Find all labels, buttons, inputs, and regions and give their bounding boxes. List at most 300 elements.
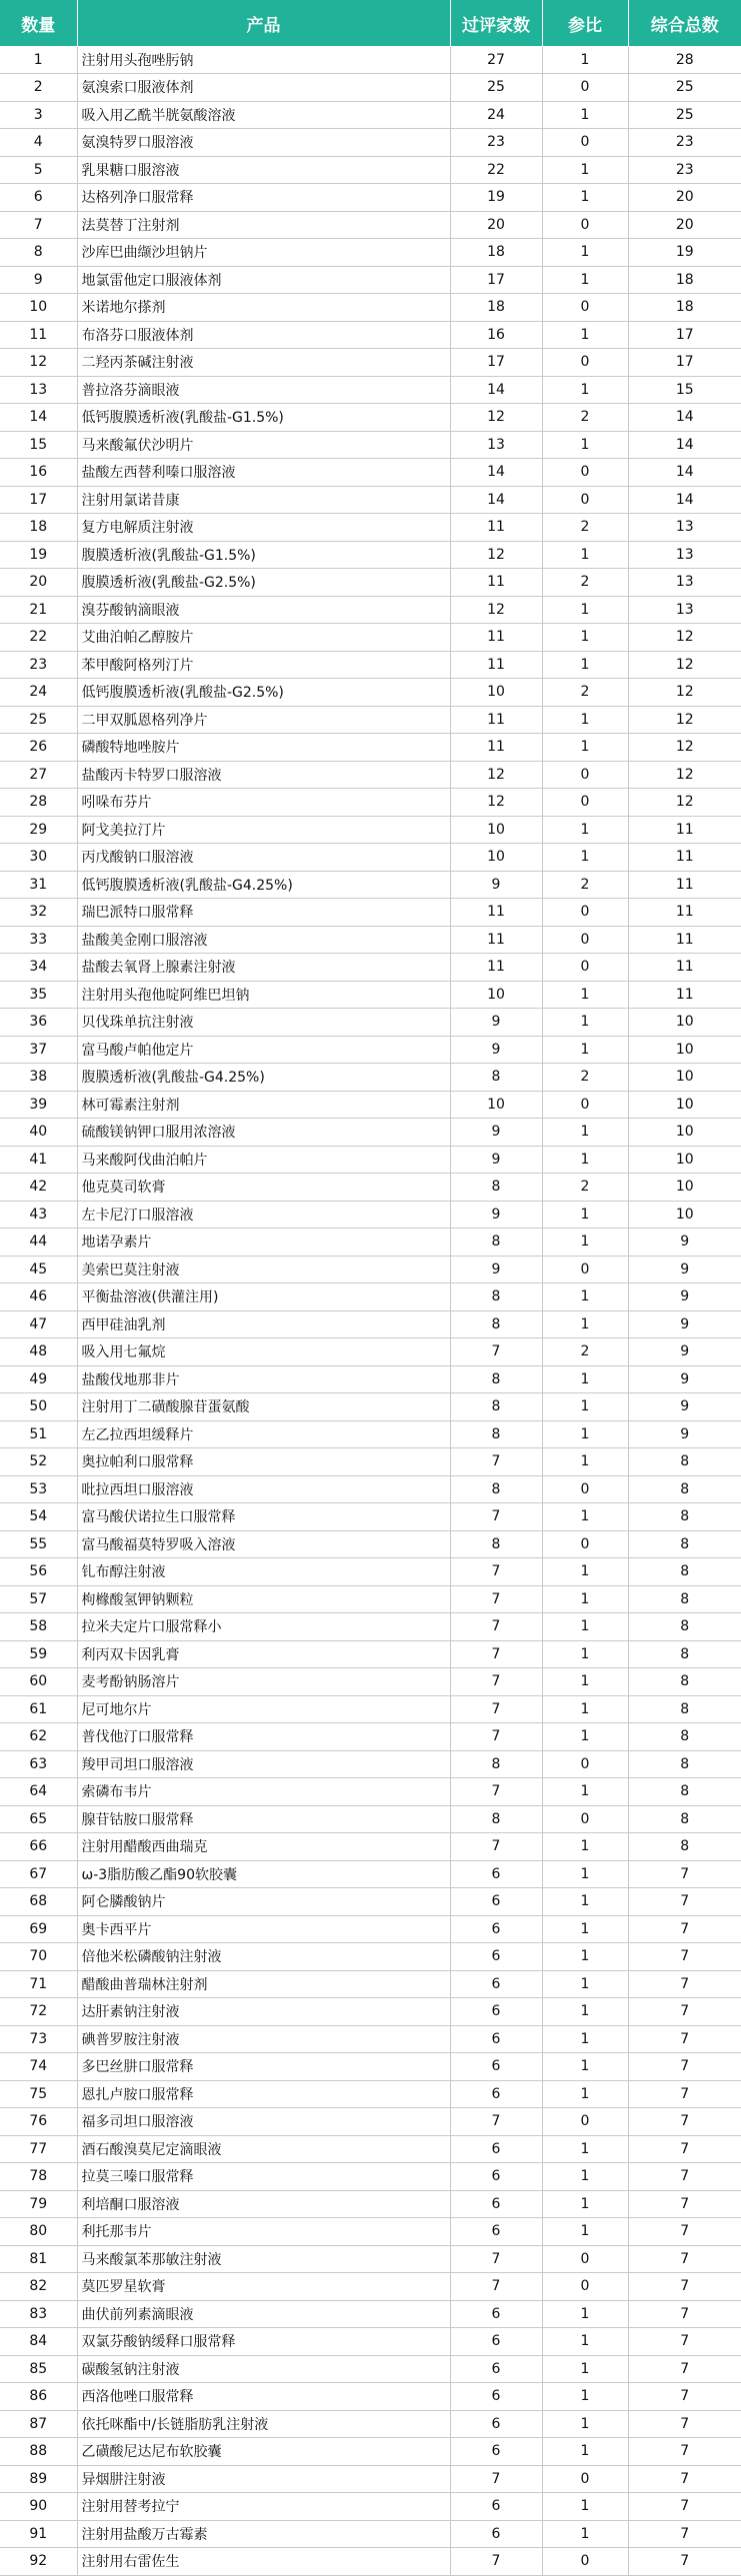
approved-count: 22 [450, 156, 542, 184]
product-name: 地氯雷他定口服液体剂 [77, 266, 450, 294]
total-count: 13 [628, 541, 741, 569]
approved-count: 11 [450, 569, 542, 597]
row-number: 57 [0, 1585, 77, 1613]
total-count: 10 [628, 1146, 741, 1174]
table-row [0, 211, 741, 239]
total-count: 8 [628, 1778, 741, 1806]
row-number: 66 [0, 1833, 77, 1861]
table-row [0, 486, 741, 514]
approved-count: 9 [450, 1009, 542, 1037]
table-row [0, 2135, 741, 2163]
row-number: 4 [0, 129, 77, 157]
table-row [0, 1640, 741, 1668]
total-count: 7 [628, 1860, 741, 1888]
approved-count: 7 [450, 1558, 542, 1586]
row-number: 22 [0, 624, 77, 652]
approved-count: 11 [450, 514, 542, 542]
product-name: 低钙腹膜透析液(乳酸盐-G4.25%) [77, 871, 450, 899]
approved-count: 6 [450, 1998, 542, 2026]
table-row [0, 1778, 741, 1806]
row-number: 6 [0, 184, 77, 212]
row-number: 17 [0, 486, 77, 514]
header-product: 产品 [77, 0, 450, 46]
total-count: 7 [628, 2218, 741, 2246]
product-name: 异烟肼注射液 [77, 2465, 450, 2493]
reference-count: 1 [542, 1119, 628, 1147]
row-number: 83 [0, 2300, 77, 2328]
product-name: 腹膜透析液(乳酸盐-G1.5%) [77, 541, 450, 569]
product-name: 盐酸左西替利嗪口服溶液 [77, 459, 450, 487]
approved-count: 6 [450, 2218, 542, 2246]
row-number: 47 [0, 1310, 77, 1338]
reference-count: 1 [542, 2438, 628, 2466]
approved-count: 11 [450, 899, 542, 927]
row-number: 62 [0, 1723, 77, 1751]
table-row [0, 321, 741, 349]
product-name: 恩扎卢胺口服常释 [77, 2080, 450, 2108]
product-name: 富马酸福莫特罗吸入溶液 [77, 1530, 450, 1558]
total-count: 9 [628, 1256, 741, 1284]
table-row [0, 596, 741, 624]
approved-count: 7 [450, 2108, 542, 2136]
total-count: 9 [628, 1365, 741, 1393]
product-name: 左乙拉西坦缓释片 [77, 1420, 450, 1448]
approved-count: 9 [450, 1036, 542, 1064]
product-name: 阿仑膦酸钠片 [77, 1888, 450, 1916]
approved-count: 6 [450, 2053, 542, 2081]
reference-count: 1 [542, 2053, 628, 2081]
reference-count: 0 [542, 459, 628, 487]
product-name: 盐酸美金刚口服溶液 [77, 926, 450, 954]
table-row [0, 2520, 741, 2548]
product-name: 艾曲泊帕乙醇胺片 [77, 624, 450, 652]
row-number: 78 [0, 2163, 77, 2191]
reference-count: 1 [542, 541, 628, 569]
product-name: 贝伐珠单抗注射液 [77, 1009, 450, 1037]
row-number: 81 [0, 2245, 77, 2273]
reference-count: 1 [542, 624, 628, 652]
product-name: 二羟丙茶碱注射液 [77, 349, 450, 377]
reference-count: 1 [542, 2520, 628, 2548]
table-row [0, 1146, 741, 1174]
table-row [0, 184, 741, 212]
row-number: 69 [0, 1915, 77, 1943]
table-row [0, 926, 741, 954]
reference-count: 0 [542, 129, 628, 157]
total-count: 10 [628, 1064, 741, 1092]
total-count: 28 [628, 46, 741, 74]
reference-count: 1 [542, 239, 628, 267]
table-row [0, 1174, 741, 1202]
total-count: 7 [628, 2438, 741, 2466]
product-name: 布洛芬口服液体剂 [77, 321, 450, 349]
total-count: 10 [628, 1174, 741, 1202]
total-count: 11 [628, 926, 741, 954]
approved-count: 27 [450, 46, 542, 74]
product-name: 富马酸伏诺拉生口服常释 [77, 1503, 450, 1531]
row-number: 27 [0, 761, 77, 789]
reference-count: 0 [542, 1091, 628, 1119]
row-number: 28 [0, 789, 77, 817]
reference-count: 1 [542, 1833, 628, 1861]
product-name: 腺苷钴胺口服常释 [77, 1805, 450, 1833]
reference-count: 0 [542, 74, 628, 102]
table-row [0, 74, 741, 102]
product-name: 他克莫司软膏 [77, 1174, 450, 1202]
total-count: 7 [628, 2080, 741, 2108]
reference-count: 2 [542, 404, 628, 432]
table-row [0, 431, 741, 459]
row-number: 89 [0, 2465, 77, 2493]
approved-count: 6 [450, 2025, 542, 2053]
product-name: 拉米夫定片口服常释小 [77, 1613, 450, 1641]
product-name: 盐酸去氧肾上腺素注射液 [77, 954, 450, 982]
row-number: 19 [0, 541, 77, 569]
table-row [0, 239, 741, 267]
table-header-row [0, 0, 741, 46]
reference-count: 1 [542, 1860, 628, 1888]
reference-count: 1 [542, 2135, 628, 2163]
table-row [0, 1833, 741, 1861]
total-count: 18 [628, 294, 741, 322]
reference-count: 1 [542, 1229, 628, 1257]
reference-count: 2 [542, 1338, 628, 1366]
table-row [0, 871, 741, 899]
product-name: 注射用右雷佐生 [77, 2548, 450, 2576]
product-name: 达格列净口服常释 [77, 184, 450, 212]
product-name: 索磷布韦片 [77, 1778, 450, 1806]
product-name: 磷酸特地唑胺片 [77, 734, 450, 762]
reference-count: 1 [542, 1448, 628, 1476]
approved-count: 14 [450, 486, 542, 514]
header-count: 数量 [0, 0, 77, 46]
table-row [0, 404, 741, 432]
row-number: 48 [0, 1338, 77, 1366]
approved-count: 7 [450, 1613, 542, 1641]
total-count: 8 [628, 1503, 741, 1531]
product-name: 注射用替考拉宁 [77, 2493, 450, 2521]
table-row [0, 1201, 741, 1229]
total-count: 8 [628, 1448, 741, 1476]
reference-count: 0 [542, 2548, 628, 2576]
row-number: 56 [0, 1558, 77, 1586]
row-number: 52 [0, 1448, 77, 1476]
total-count: 12 [628, 624, 741, 652]
table-row [0, 2328, 741, 2356]
table-row [0, 541, 741, 569]
product-name: 复方电解质注射液 [77, 514, 450, 542]
table-row [0, 376, 741, 404]
approved-count: 6 [450, 2383, 542, 2411]
approved-count: 11 [450, 706, 542, 734]
reference-count: 1 [542, 706, 628, 734]
product-name: 美索巴莫注射液 [77, 1256, 450, 1284]
total-count: 8 [628, 1585, 741, 1613]
approved-count: 8 [450, 1174, 542, 1202]
reference-count: 1 [542, 376, 628, 404]
table-row [0, 1338, 741, 1366]
approved-count: 16 [450, 321, 542, 349]
reference-count: 1 [542, 2383, 628, 2411]
reference-count: 0 [542, 211, 628, 239]
table-row [0, 651, 741, 679]
reference-count: 2 [542, 1174, 628, 1202]
row-number: 50 [0, 1393, 77, 1421]
approved-count: 13 [450, 431, 542, 459]
total-count: 8 [628, 1530, 741, 1558]
approved-count: 6 [450, 1888, 542, 1916]
product-name: 依托咪酯中/长链脂肪乳注射液 [77, 2410, 450, 2438]
approved-count: 10 [450, 844, 542, 872]
row-number: 45 [0, 1256, 77, 1284]
table-row [0, 1256, 741, 1284]
table-row [0, 266, 741, 294]
row-number: 64 [0, 1778, 77, 1806]
table-row [0, 1695, 741, 1723]
product-name: 奥卡西平片 [77, 1915, 450, 1943]
reference-count: 0 [542, 2465, 628, 2493]
approved-count: 6 [450, 2300, 542, 2328]
total-count: 7 [628, 2025, 741, 2053]
total-count: 11 [628, 981, 741, 1009]
approved-count: 12 [450, 761, 542, 789]
approved-count: 6 [450, 2328, 542, 2356]
approved-count: 6 [450, 1970, 542, 1998]
approved-count: 7 [450, 1695, 542, 1723]
product-name: ω-3脂肪酸乙酯90软胶囊 [77, 1860, 450, 1888]
total-count: 8 [628, 1833, 741, 1861]
approved-count: 7 [450, 1585, 542, 1613]
reference-count: 1 [542, 651, 628, 679]
reference-count: 1 [542, 1998, 628, 2026]
table-row [0, 2108, 741, 2136]
total-count: 7 [628, 2355, 741, 2383]
total-count: 13 [628, 514, 741, 542]
reference-count: 1 [542, 431, 628, 459]
approved-count: 9 [450, 1256, 542, 1284]
row-number: 9 [0, 266, 77, 294]
row-number: 51 [0, 1420, 77, 1448]
total-count: 10 [628, 1119, 741, 1147]
row-number: 79 [0, 2190, 77, 2218]
table-row [0, 706, 741, 734]
reference-count: 1 [542, 1420, 628, 1448]
row-number: 20 [0, 569, 77, 597]
table-row [0, 1064, 741, 1092]
table-row [0, 1558, 741, 1586]
row-number: 7 [0, 211, 77, 239]
product-name: 二甲双胍恩格列净片 [77, 706, 450, 734]
row-number: 86 [0, 2383, 77, 2411]
reference-count: 0 [542, 1530, 628, 1558]
reference-count: 0 [542, 1475, 628, 1503]
approved-count: 8 [450, 1530, 542, 1558]
row-number: 76 [0, 2108, 77, 2136]
product-name: 腹膜透析液(乳酸盐-G4.25%) [77, 1064, 450, 1092]
table-row [0, 1036, 741, 1064]
approved-count: 6 [450, 2080, 542, 2108]
reference-count: 1 [542, 2025, 628, 2053]
row-number: 34 [0, 954, 77, 982]
row-number: 13 [0, 376, 77, 404]
approved-count: 20 [450, 211, 542, 239]
approved-count: 25 [450, 74, 542, 102]
total-count: 17 [628, 349, 741, 377]
reference-count: 1 [542, 101, 628, 129]
product-name: 酒石酸溴莫尼定滴眼液 [77, 2135, 450, 2163]
table-row [0, 1750, 741, 1778]
table-row [0, 1310, 741, 1338]
row-number: 59 [0, 1640, 77, 1668]
row-number: 72 [0, 1998, 77, 2026]
reference-count: 1 [542, 2328, 628, 2356]
approved-count: 18 [450, 294, 542, 322]
approved-count: 11 [450, 734, 542, 762]
total-count: 7 [628, 2300, 741, 2328]
product-name: 拉莫三嗪口服常释 [77, 2163, 450, 2191]
approved-count: 8 [450, 1420, 542, 1448]
table-row [0, 459, 741, 487]
product-name: 硫酸镁钠钾口服用浓溶液 [77, 1119, 450, 1147]
row-number: 29 [0, 816, 77, 844]
approved-count: 6 [450, 2410, 542, 2438]
total-count: 17 [628, 321, 741, 349]
table-row [0, 1888, 741, 1916]
product-name: 注射用醋酸西曲瑞克 [77, 1833, 450, 1861]
approved-count: 9 [450, 871, 542, 899]
table-row [0, 46, 741, 74]
reference-count: 1 [542, 2355, 628, 2383]
product-name: 平衡盐溶液(供灌注用) [77, 1284, 450, 1311]
table-row [0, 981, 741, 1009]
table-row [0, 2080, 741, 2108]
approved-count: 8 [450, 1284, 542, 1311]
product-name: 醋酸曲普瑞林注射剂 [77, 1970, 450, 1998]
reference-count: 1 [542, 2080, 628, 2108]
approved-count: 17 [450, 266, 542, 294]
approved-count: 6 [450, 1860, 542, 1888]
total-count: 15 [628, 376, 741, 404]
table-row [0, 1805, 741, 1833]
approved-count: 7 [450, 2548, 542, 2576]
approved-count: 12 [450, 541, 542, 569]
table-row [0, 1998, 741, 2026]
row-number: 58 [0, 1613, 77, 1641]
total-count: 12 [628, 761, 741, 789]
total-count: 7 [628, 2135, 741, 2163]
row-number: 53 [0, 1475, 77, 1503]
total-count: 8 [628, 1723, 741, 1751]
approved-count: 6 [450, 2520, 542, 2548]
total-count: 20 [628, 211, 741, 239]
approved-count: 6 [450, 2493, 542, 2521]
row-number: 77 [0, 2135, 77, 2163]
row-number: 54 [0, 1503, 77, 1531]
reference-count: 1 [542, 1284, 628, 1311]
product-name: 普伐他汀口服常释 [77, 1723, 450, 1751]
total-count: 7 [628, 2493, 741, 2521]
total-count: 7 [628, 2328, 741, 2356]
reference-count: 1 [542, 46, 628, 74]
product-name: 利托那韦片 [77, 2218, 450, 2246]
row-number: 24 [0, 679, 77, 707]
approved-count: 8 [450, 1310, 542, 1338]
total-count: 10 [628, 1201, 741, 1229]
header-total: 综合总数 [628, 0, 741, 46]
reference-count: 0 [542, 954, 628, 982]
total-count: 8 [628, 1750, 741, 1778]
header-reference: 参比 [542, 0, 628, 46]
total-count: 23 [628, 156, 741, 184]
approved-count: 9 [450, 1201, 542, 1229]
approved-count: 10 [450, 679, 542, 707]
total-count: 9 [628, 1420, 741, 1448]
row-number: 35 [0, 981, 77, 1009]
reference-count: 0 [542, 1750, 628, 1778]
row-number: 12 [0, 349, 77, 377]
table-row [0, 2438, 741, 2466]
reference-count: 1 [542, 1393, 628, 1421]
table-row [0, 816, 741, 844]
total-count: 7 [628, 2053, 741, 2081]
total-count: 14 [628, 404, 741, 432]
product-name: 吸入用乙酰半胱氨酸溶液 [77, 101, 450, 129]
row-number: 55 [0, 1530, 77, 1558]
approved-count: 7 [450, 2465, 542, 2493]
total-count: 13 [628, 596, 741, 624]
table-row [0, 294, 741, 322]
approved-count: 7 [450, 1338, 542, 1366]
total-count: 14 [628, 486, 741, 514]
total-count: 8 [628, 1475, 741, 1503]
row-number: 15 [0, 431, 77, 459]
product-name: 丙戊酸钠口服溶液 [77, 844, 450, 872]
product-name: 倍他米松磷酸钠注射液 [77, 1943, 450, 1971]
table-row [0, 1393, 741, 1421]
total-count: 7 [628, 1970, 741, 1998]
product-name: 吡拉西坦口服溶液 [77, 1475, 450, 1503]
total-count: 9 [628, 1393, 741, 1421]
product-name: 盐酸伐地那非片 [77, 1365, 450, 1393]
total-count: 23 [628, 129, 741, 157]
row-number: 16 [0, 459, 77, 487]
approved-count: 23 [450, 129, 542, 157]
row-number: 37 [0, 1036, 77, 1064]
total-count: 7 [628, 2163, 741, 2191]
total-count: 12 [628, 789, 741, 817]
product-name: 吲哚布芬片 [77, 789, 450, 817]
approved-count: 8 [450, 1365, 542, 1393]
table-row [0, 1475, 741, 1503]
approved-count: 9 [450, 1146, 542, 1174]
reference-count: 1 [542, 1585, 628, 1613]
reference-count: 1 [542, 266, 628, 294]
product-name: 羧甲司坦口服溶液 [77, 1750, 450, 1778]
reference-count: 1 [542, 1613, 628, 1641]
table-row [0, 101, 741, 129]
total-count: 10 [628, 1009, 741, 1037]
reference-count: 1 [542, 156, 628, 184]
table-row [0, 679, 741, 707]
reference-count: 2 [542, 679, 628, 707]
reference-count: 2 [542, 871, 628, 899]
row-number: 8 [0, 239, 77, 267]
table-row [0, 2245, 741, 2273]
row-number: 5 [0, 156, 77, 184]
reference-count: 1 [542, 1970, 628, 1998]
row-number: 90 [0, 2493, 77, 2521]
approved-count: 14 [450, 376, 542, 404]
